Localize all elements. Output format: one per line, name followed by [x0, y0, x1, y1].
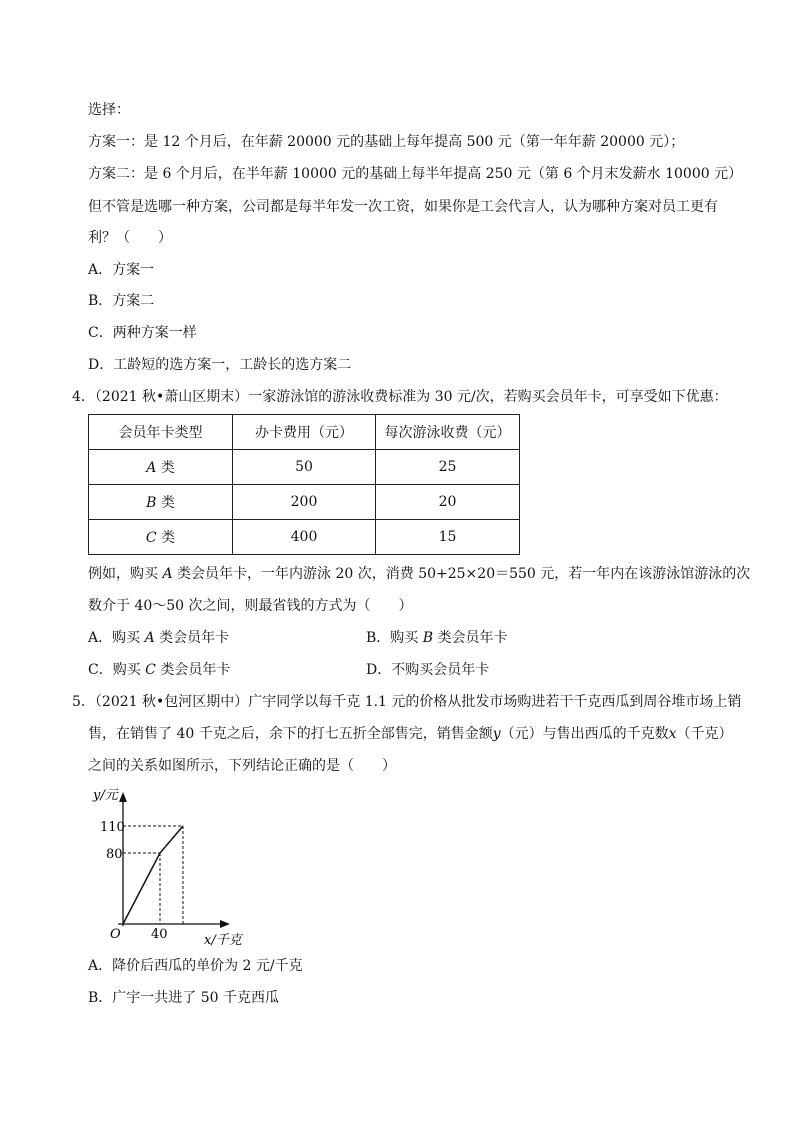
question-5-text-line-2: 售，在销售了 40 千克之后，余下的打七五折全部售完，销售金额y（元）与售出西瓜的千克数x（千克）	[88, 726, 733, 742]
table-header-row	[89, 415, 520, 450]
origin-label: O	[110, 927, 121, 942]
question-5-text-line-1: 5．（2021 秋•包河区期中）广宇同学以每千克 1.1 元的价格从批发市场购进若干千克西瓜到周谷堆市场上销	[72, 694, 742, 710]
table-row	[89, 520, 520, 555]
question-4-text-line-2: 数介于 40～50 次之间，则最省钱的方式为（ ）	[88, 598, 413, 614]
x-axis-label: x/千克	[204, 933, 242, 948]
question-3-text-line-1: 但不管是选哪一种方案，公司都是每半年发一次工资，如果你是工会代言人，认为哪种方案对员工更有	[88, 199, 718, 215]
plan-two-text: 方案二：是 6 个月后，在半年薪 10000 元的基础上每半年提高 250 元（第 6 个月末发薪水 10000 元）	[88, 166, 743, 182]
q3-option-b: B．方案二	[88, 293, 155, 309]
q4-option-a: A．购买 A 类会员年卡	[88, 630, 230, 646]
y-tick-80: 80	[106, 847, 123, 862]
table-cell-fee: 400	[233, 520, 376, 555]
question-4-text-line-1: 例如，购买 A 类会员年卡，一年内游泳 20 次，消费 50+25×20＝550 元，若一年内在该游泳馆游泳的次	[88, 566, 751, 582]
table-cell-per-swim: 20	[376, 485, 520, 520]
y-axis-arrow	[119, 792, 127, 802]
q5-option-a: A．降价后西瓜的单价为 2 元/千克	[88, 958, 303, 974]
table-header-cell: 每次游泳收费（元）	[376, 415, 520, 450]
x-tick-40: 40	[151, 927, 168, 942]
q5-option-b: B．广宇一共进了 50 千克西瓜	[88, 990, 280, 1006]
intro-text: 选择：	[88, 102, 130, 118]
q4-option-b: B．购买 B 类会员年卡	[366, 630, 508, 646]
table-cell-type: B 类	[89, 485, 233, 520]
sales-graph	[88, 786, 258, 950]
y-axis-label: y/元	[93, 788, 118, 803]
question-3-text-line-2: 利？（ ）	[88, 230, 172, 246]
y-tick-110: 110	[100, 820, 125, 835]
table-row	[89, 485, 520, 520]
table-row	[89, 450, 520, 485]
question-4-header: 4．（2021 秋•萧山区期末）一家游泳馆的游泳收费标准为 30 元/次，若购买会员年卡，可享受如下优惠：	[72, 389, 728, 405]
table-cell-per-swim: 25	[376, 450, 520, 485]
table-cell-fee: 200	[233, 485, 376, 520]
table-cell-fee: 50	[233, 450, 376, 485]
q3-option-c: C．两种方案一样	[88, 325, 197, 341]
table-cell-type: C 类	[89, 520, 233, 555]
x-axis-arrow	[220, 920, 230, 928]
table-header-cell: 会员年卡类型	[89, 415, 233, 450]
q3-option-a: A．方案一	[88, 262, 155, 278]
table-cell-type: A 类	[89, 450, 233, 485]
sales-line	[123, 826, 183, 924]
q4-option-c: C．购买 C 类会员年卡	[88, 662, 231, 678]
q4-option-d: D．不购买会员年卡	[366, 662, 490, 678]
membership-table	[88, 414, 520, 555]
table-header-cell: 办卡费用（元）	[233, 415, 376, 450]
q3-option-d: D．工龄短的选方案一，工龄长的选方案二	[88, 357, 352, 373]
question-5-text-line-3: 之间的关系如图所示，下列结论正确的是（ ）	[88, 758, 396, 774]
table-cell-per-swim: 15	[376, 520, 520, 555]
plan-one-text: 方案一：是 12 个月后，在年薪 20000 元的基础上每年提高 500 元（第一年年薪 20000 元）；	[88, 134, 685, 150]
